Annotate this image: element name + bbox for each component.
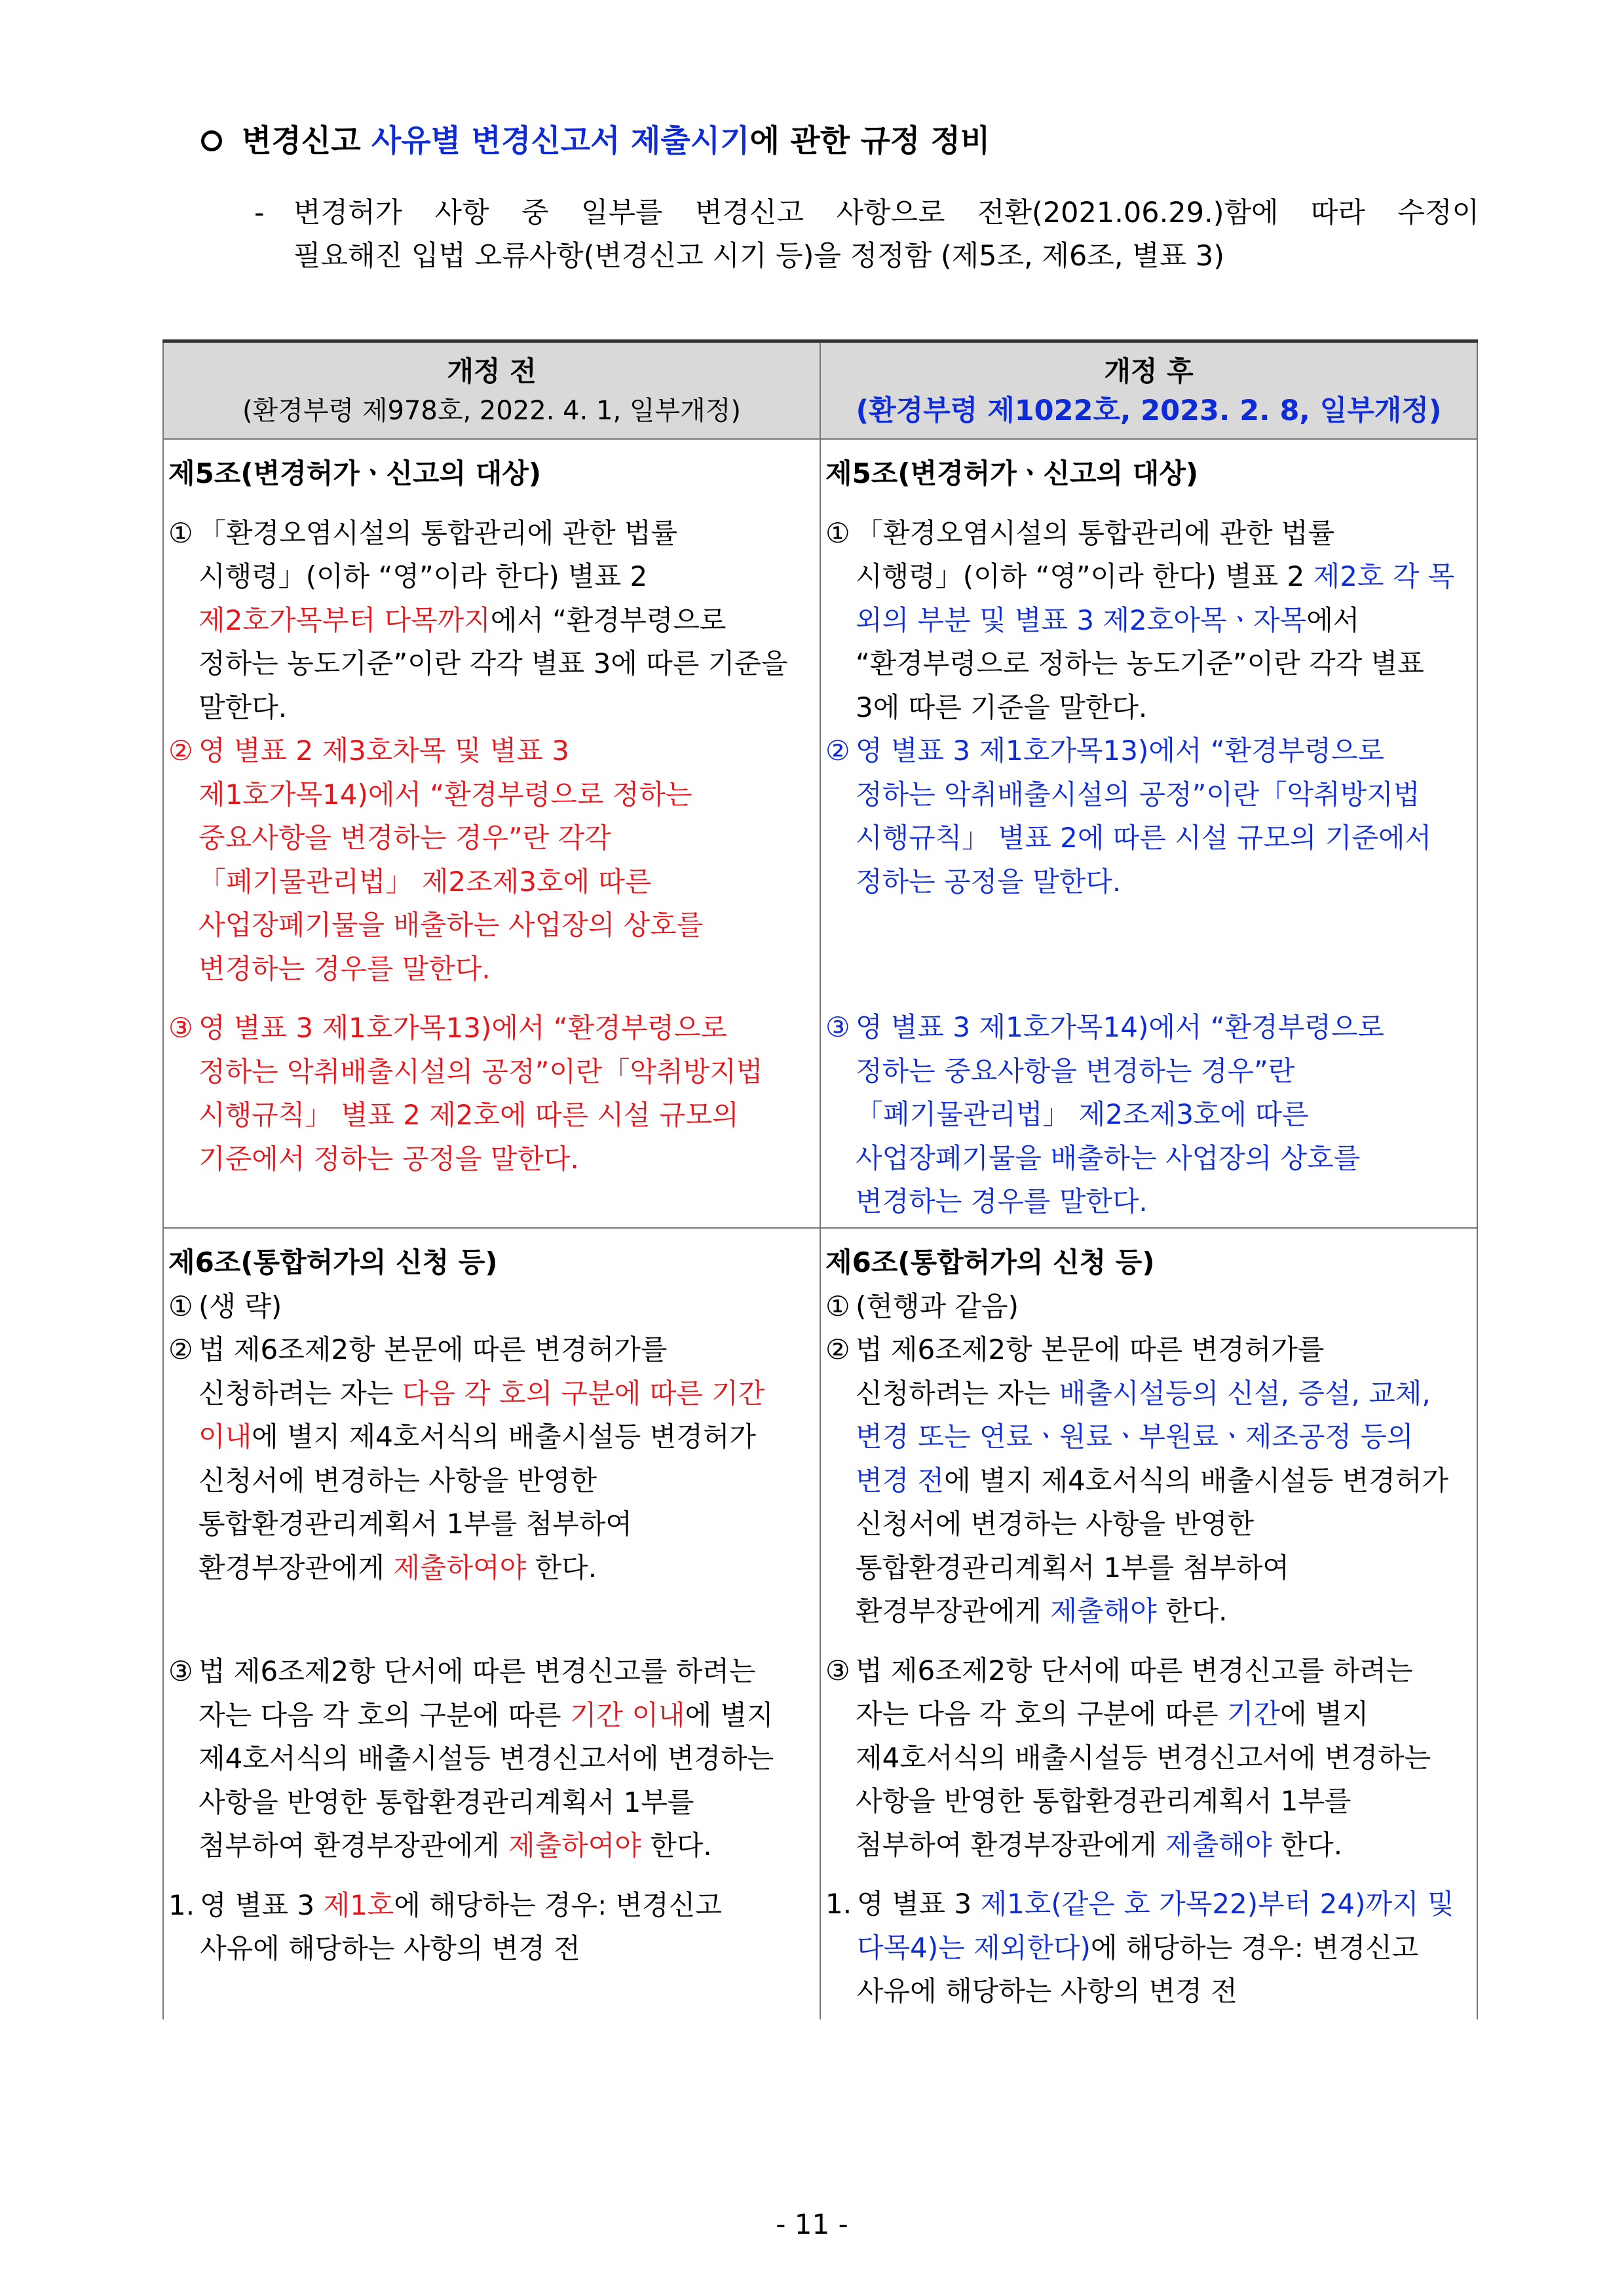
summary-paragraph — [254, 191, 1479, 278]
item-1 — [168, 1884, 816, 1971]
heading-text: 변경신고 — [242, 123, 371, 159]
paragraph-number: ① — [168, 516, 193, 549]
item-number: 1. — [825, 1888, 852, 1920]
summary-word: 변경허가 — [293, 197, 403, 229]
amended-text: 변경 전 — [856, 1464, 945, 1497]
text-line — [856, 1693, 1473, 1736]
item-number: 1. — [168, 1888, 195, 1921]
paragraph-number: ③ — [825, 1654, 850, 1687]
text-span: 한다. — [526, 1551, 597, 1584]
text-line: 통합환경관리계획서 1부를 첨부하여 — [856, 1551, 1290, 1584]
text-span: 첨부하여 환경부장관에게 — [856, 1828, 1165, 1861]
text-line: 정하는 악취배출시설의 공정”이란「악취방지법 — [856, 778, 1420, 811]
amended-text: 제출해야 — [1050, 1595, 1157, 1627]
deleted-text: 기간 이내 — [569, 1698, 685, 1731]
text-line: 시행령」(이하 “영”이라 한다) 별표 2 — [198, 560, 648, 592]
paragraph-1 — [825, 1285, 1473, 1329]
after-header — [820, 341, 1477, 440]
deleted-text: 제출하여야 — [393, 1551, 527, 1584]
text-line — [198, 599, 816, 643]
summary-word: 중 — [521, 197, 549, 229]
amended-text: 기간 — [1226, 1698, 1281, 1730]
text-line: 정하는 농도기준”이란 각각 별표 3에 따른 기준을 — [198, 647, 788, 679]
text-line — [198, 1415, 816, 1459]
summary-word: 수정이 — [1397, 197, 1479, 229]
text-line: 사항을 반영한 통합환경관리계획서 1부를 — [198, 1786, 694, 1818]
text-line: 「폐기물관리법」 제2조제3호에 따른 — [198, 865, 652, 898]
paragraph-3 — [168, 1650, 816, 1868]
text-line — [856, 1372, 1473, 1416]
text-line: 영 별표 3 제1호가목14)에서 “환경부령으로 — [856, 1011, 1385, 1043]
text-line: 법 제6조제2항 본문에 따른 변경허가를 — [198, 1333, 668, 1366]
deleted-text: 제1호 — [323, 1888, 394, 1921]
text-line: 정하는 중요사항을 변경하는 경우”란 — [856, 1054, 1295, 1087]
left-cell-art6 — [163, 1228, 820, 2019]
deleted-text: 이내 — [198, 1421, 252, 1453]
text-line: 영 별표 3 제1호가목13)에서 “환경부령으로 — [198, 1012, 728, 1044]
after-subtitle: (환경부령 제1022호, 2023. 2. 8, 일부개정) — [856, 394, 1442, 427]
text-line: 중요사항을 변경하는 경우”란 각각 — [198, 822, 611, 854]
text-line: 사항을 반영한 통합환경관리계획서 1부를 — [856, 1785, 1351, 1817]
text-line: 제4호서식의 배출시설등 변경신고서에 변경하는 — [856, 1741, 1431, 1774]
paragraph-3 — [825, 1649, 1473, 1867]
text-line: 「환경오염시설의 통합관리에 관한 법률 — [198, 516, 678, 549]
paragraph-1 — [168, 512, 816, 730]
text-line: 말한다. — [198, 691, 288, 723]
text-line: (현행과 같음) — [856, 1290, 1019, 1322]
paragraph-1 — [168, 1285, 816, 1329]
text-line — [856, 599, 1473, 643]
paragraph-number: ③ — [168, 1655, 193, 1687]
text-line: 통합환경관리계획서 1부를 첨부하여 — [198, 1508, 633, 1540]
text-line: 정하는 공정을 말한다. — [856, 865, 1122, 898]
text-line: 법 제6조제2항 단서에 따른 변경신고를 하려는 — [198, 1655, 756, 1687]
text-span: 환경부장관에게 — [198, 1551, 394, 1584]
text-line — [856, 1459, 1473, 1503]
paragraph-number: ② — [168, 735, 193, 767]
text-line: (생 략) — [198, 1290, 282, 1322]
text-line: 시행규칙」 별표 2 제2호에 따른 시설 규모의 — [198, 1099, 739, 1131]
text-line — [198, 1546, 816, 1590]
text-line: 시행규칙」 별표 2에 따른 시설 규모의 기준에서 — [856, 822, 1432, 854]
text-line: 정하는 악취배출시설의 공정”이란「악취방지법 — [198, 1055, 763, 1088]
summary-line-2: 필요해진 입법 오류사항(변경신고 시기 등)을 정정함 (제5조, 제6조, 별표 3) — [293, 240, 1225, 273]
summary-line-1 — [293, 191, 1479, 235]
deleted-text: 제2호가목부터 다목까지 — [198, 603, 491, 636]
text-span: 신청하려는 자는 — [856, 1377, 1059, 1409]
paragraph-number: ① — [825, 516, 850, 549]
table-row — [163, 439, 1477, 1228]
article-title: 제5조(변경허가ㆍ신고의 대상) — [168, 457, 542, 489]
article-title: 제6조(통합허가의 신청 등) — [168, 1246, 498, 1278]
text-span: 에 별지 제4호서식의 배출시설등 변경허가 — [252, 1421, 757, 1453]
page-number: - 11 - — [776, 2208, 848, 2240]
text-line — [856, 555, 1473, 599]
paragraph-3 — [168, 1006, 816, 1181]
text-line: “환경부령으로 정하는 농도기준”이란 각각 별표 — [856, 647, 1424, 679]
dash-bullet: - — [254, 197, 265, 229]
text-span: 한다. — [1272, 1828, 1343, 1861]
text-span: 영 별표 3 — [857, 1888, 981, 1920]
text-line — [857, 1926, 1473, 1970]
text-span: 에서 — [1306, 603, 1360, 636]
circle-bullet-icon — [201, 130, 222, 151]
paragraph-number: ③ — [825, 1011, 850, 1043]
text-line: 사유에 해당하는 사항의 변경 전 — [857, 1975, 1237, 2007]
text-span: 한다. — [641, 1829, 712, 1862]
right-cell-art5 — [820, 439, 1477, 1228]
article-title: 제5조(변경허가ㆍ신고의 대상) — [825, 457, 1199, 489]
deleted-text: 다음 각 호의 구분에 따른 기간 — [402, 1377, 765, 1409]
text-line: 제4호서식의 배출시설등 변경신고서에 변경하는 — [198, 1742, 774, 1774]
amended-text: 제출해야 — [1165, 1828, 1272, 1861]
text-span: 에 해당하는 경우: 변경신고 — [1090, 1931, 1419, 1964]
paragraph-1 — [825, 512, 1473, 730]
text-line: 법 제6조제2항 본문에 따른 변경허가를 — [856, 1333, 1325, 1366]
after-title: 개정 후 — [1104, 355, 1194, 387]
summary-word: 변경신고 — [694, 197, 804, 229]
text-line: 사업장폐기물을 배출하는 사업장의 상호를 — [198, 909, 704, 941]
item-1 — [825, 1883, 1473, 2014]
text-line: 사업장폐기물을 배출하는 사업장의 상호를 — [856, 1141, 1361, 1174]
summary-word: 사항 — [434, 197, 489, 229]
paragraph-3 — [825, 1006, 1473, 1224]
table-row — [163, 1228, 1477, 2019]
comparison-table — [162, 339, 1478, 2019]
text-line — [198, 1694, 816, 1738]
paragraph-number: ① — [168, 1290, 193, 1322]
text-line: 변경하는 경우를 말한다. — [856, 1185, 1148, 1217]
text-span: 에 별지 — [1280, 1698, 1369, 1730]
text-line — [857, 1883, 1473, 1926]
paragraph-2 — [168, 729, 816, 991]
section-heading — [201, 117, 990, 161]
text-span: 에서 “환경부령으로 — [490, 603, 727, 636]
summary-word: 사항으로 — [836, 197, 945, 229]
text-span: 영 별표 3 — [200, 1888, 324, 1921]
text-line: 「폐기물관리법」 제2조제3호에 따른 — [856, 1098, 1309, 1130]
deleted-text: 제출하여야 — [508, 1829, 641, 1862]
amended-text: 외의 부분 및 별표 3 제2호아목ㆍ자목 — [856, 603, 1307, 636]
text-line: 영 별표 3 제1호가목13)에서 “환경부령으로 — [856, 735, 1385, 767]
text-span: 첨부하여 환경부장관에게 — [198, 1829, 508, 1862]
before-subtitle: (환경부령 제978호, 2022. 4. 1, 일부개정) — [242, 396, 742, 426]
text-line: 변경하는 경우를 말한다. — [198, 952, 491, 985]
paragraph-number: ① — [825, 1290, 850, 1322]
text-line — [198, 1372, 816, 1416]
paragraph-2 — [825, 729, 1473, 904]
heading-highlight: 사유별 변경신고서 제출시기 — [371, 123, 750, 159]
text-line: 기준에서 정하는 공정을 말한다. — [198, 1142, 579, 1175]
heading-text-end: 에 관한 규정 정비 — [749, 123, 991, 159]
left-cell-art5 — [163, 439, 820, 1228]
text-span: 에 별지 — [685, 1698, 774, 1731]
text-line: 「환경오염시설의 통합관리에 관한 법률 — [856, 516, 1335, 549]
right-cell-art6 — [820, 1228, 1477, 2019]
text-span: 한다. — [1156, 1595, 1228, 1627]
amended-text: 제2호 각 목 — [1313, 560, 1455, 592]
summary-word: 일부를 — [580, 197, 663, 229]
paragraph-number: ③ — [168, 1012, 193, 1044]
summary-word: 전환(2021.06.29.)함에 — [977, 197, 1279, 229]
text-span: 자는 다음 각 호의 구분에 따른 — [856, 1698, 1227, 1730]
text-line — [856, 1590, 1473, 1634]
text-line — [856, 1824, 1473, 1867]
before-header — [163, 341, 820, 440]
paragraph-number: ② — [825, 1333, 850, 1366]
text-line — [198, 1824, 816, 1868]
amended-text: 배출시설등의 신설, 증설, 교체, — [1059, 1377, 1431, 1409]
text-line: 영 별표 2 제3호차목 및 별표 3 — [198, 735, 569, 767]
summary-word: 따라 — [1310, 197, 1365, 229]
text-span: 에 별지 제4호서식의 배출시설등 변경허가 — [944, 1464, 1448, 1497]
text-span: 환경부장관에게 — [856, 1595, 1051, 1627]
text-line: 신청서에 변경하는 사항을 반영한 — [198, 1464, 597, 1497]
amended-text: 다목4)는 제외한다) — [857, 1931, 1091, 1964]
text-span: 신청하려는 자는 — [198, 1377, 402, 1409]
text-line: 사유에 해당하는 사항의 변경 전 — [200, 1932, 580, 1964]
amended-text: 제1호(같은 호 가목22)부터 24)까지 및 — [980, 1888, 1454, 1920]
paragraph-number: ② — [168, 1333, 193, 1366]
text-line: 법 제6조제2항 단서에 따른 변경신고를 하려는 — [856, 1654, 1413, 1687]
paragraph-number: ② — [825, 735, 850, 767]
text-line: 변경 또는 연료ㆍ원료ㆍ부원료ㆍ제조공정 등의 — [856, 1421, 1414, 1453]
paragraph-2 — [168, 1328, 816, 1590]
article-title: 제6조(통합허가의 신청 등) — [825, 1246, 1155, 1278]
text-line: 3에 따른 기준을 말한다. — [856, 691, 1148, 723]
text-line — [200, 1884, 816, 1928]
text-line: 제1호가목14)에서 “환경부령으로 정하는 — [198, 778, 692, 811]
text-span: 자는 다음 각 호의 구분에 따른 — [198, 1698, 570, 1731]
text-span: 시행령」(이하 “영”이라 한다) 별표 2 — [856, 560, 1313, 592]
before-title: 개정 전 — [447, 355, 537, 387]
text-line: 신청서에 변경하는 사항을 반영한 — [856, 1508, 1255, 1540]
text-span: 에 해당하는 경우: 변경신고 — [394, 1888, 722, 1921]
paragraph-2 — [825, 1328, 1473, 1634]
